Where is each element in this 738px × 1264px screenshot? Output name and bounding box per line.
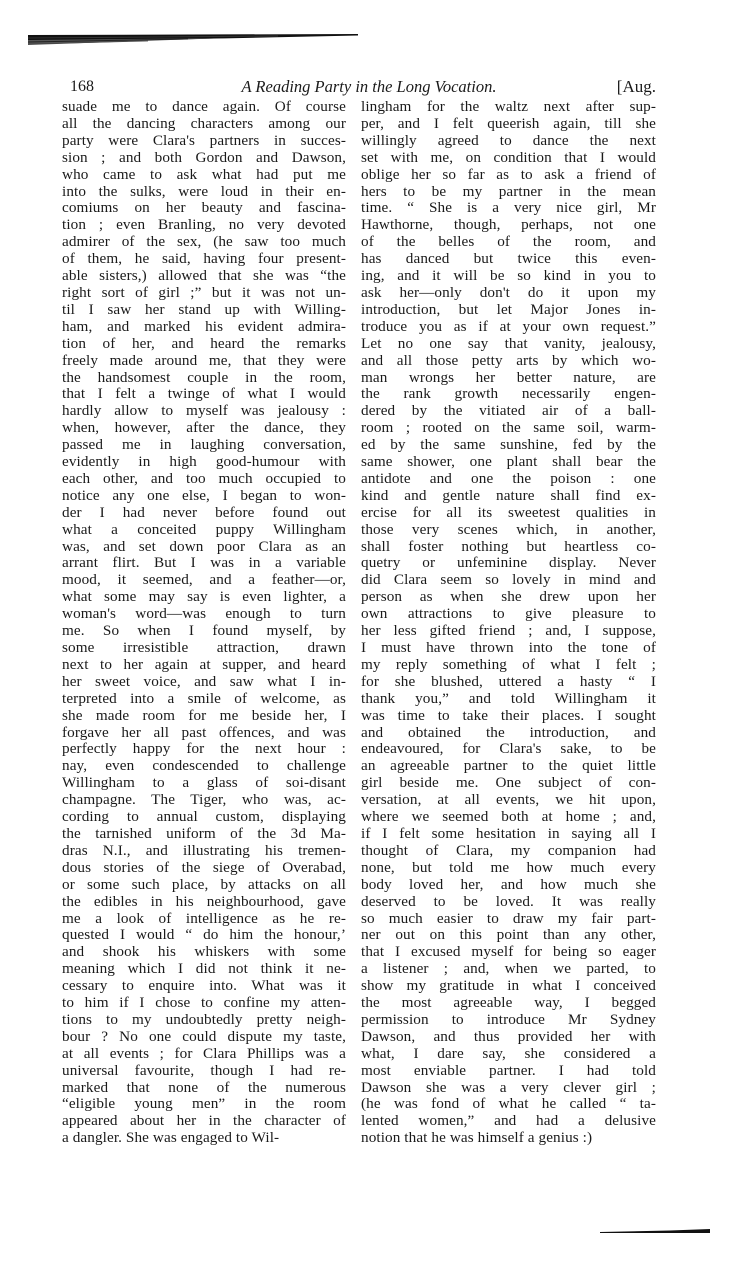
text-line: oblige her so far as to ask a friend of xyxy=(361,165,656,183)
text-line: right sort of girl ;” but it was not un- xyxy=(62,283,346,301)
running-month: [Aug. xyxy=(616,77,656,96)
text-line: “eligible young men” in the room xyxy=(62,1095,346,1113)
text-line: per, and I felt queerish again, till she xyxy=(361,114,656,132)
text-line: tions to my undoubtedly pretty neigh- xyxy=(62,1010,346,1028)
top-decorative-rule xyxy=(28,27,358,47)
text-line: mood, it seemed, and a feather—or, xyxy=(62,571,346,589)
text-line: cording to annual custom, displaying xyxy=(62,808,346,826)
text-line: perfectly happy for the next hour : xyxy=(62,740,346,758)
text-line: if I felt some hesitation in saying all I xyxy=(361,824,656,842)
text-line: introduction, but let Major Jones in- xyxy=(361,300,656,318)
text-line: her less gifted friend ; and, I suppose, xyxy=(361,622,656,640)
text-line: notice any one else, I began to won- xyxy=(62,486,346,504)
text-line: meaning which I did not think it ne- xyxy=(62,960,346,978)
text-line: that I felt a twinge of what I would xyxy=(62,385,346,403)
text-line: where we seemed both at home ; and, xyxy=(361,808,656,826)
text-line: kind and gentle nature shall find ex- xyxy=(361,486,656,504)
text-line: her sweet voice, and saw what I in- xyxy=(62,672,346,690)
text-line: and all those petty arts by which wo- xyxy=(361,351,656,369)
text-line: ercise for all its sweetest qualities in xyxy=(361,503,656,521)
text-line: notion that he was himself a genius :) xyxy=(361,1129,593,1147)
text-line: woman's word—was enough to turn xyxy=(62,605,346,623)
text-line: she made room for me beside her, I xyxy=(62,706,346,724)
text-line: endeavoured, for Clara's sake, to be xyxy=(361,740,656,758)
text-line: has danced but twice this even- xyxy=(361,250,656,268)
text-line: marked that none of the numerous xyxy=(62,1078,346,1096)
text-line: passed me in laughing conversation, xyxy=(62,436,346,454)
text-line: I must have thrown into the tone of xyxy=(361,639,656,656)
text-line: lented women,” and had a delusive xyxy=(361,1112,656,1130)
text-line: room ; rooted on the same soil, warm- xyxy=(361,419,656,437)
text-line: willingly agreed to dance the next xyxy=(361,131,656,149)
text-line: dras N.I., and illustrating his tremen- xyxy=(62,841,346,859)
text-line: own attractions to give pleasure to xyxy=(361,605,656,623)
text-line: ask her—only don't do it upon my xyxy=(361,283,656,301)
text-line: universal favourite, though I had re- xyxy=(62,1061,346,1079)
text-line: dous stories of the siege of Overabad, xyxy=(62,858,346,876)
text-line: girl beside me. One subject of con- xyxy=(361,774,656,792)
text-line: tion ; even Branling, no very devoted xyxy=(62,216,346,234)
text-line: me a look of intelligence as he re- xyxy=(62,909,346,927)
text-line: Dawson, and thus provided her with xyxy=(361,1027,656,1045)
text-line: man wrongs her better nature, are xyxy=(361,368,656,386)
text-line: shall foster nothing but heartless co- xyxy=(361,537,656,555)
text-line: ing, and it will be so kind in you to xyxy=(361,267,656,285)
text-line: tion of her, and heard the remarks xyxy=(62,334,346,352)
text-line: evidently in high good-humour with xyxy=(62,453,346,471)
text-line: ham, and marked his evident admira- xyxy=(62,317,346,335)
text-line: some irresistible attraction, drawn xyxy=(62,639,346,656)
text-line: person as when she drew upon her xyxy=(361,588,656,606)
page-number: 168 xyxy=(70,78,94,95)
text-line: freely made around me, that they were xyxy=(62,351,346,369)
text-line: appeared about her in the character of xyxy=(62,1112,346,1130)
text-line: the tarnished uniform of the 3d Ma- xyxy=(62,824,346,842)
text-line: admirer of the sex, (he saw too much xyxy=(62,233,346,251)
text-line: champagne. The Tiger, who was, ac- xyxy=(62,791,346,809)
text-line: me. So when I found myself, by xyxy=(62,622,346,640)
text-line: ner out on this point than any other, xyxy=(361,926,656,944)
text-line: comiums on her beauty and fascina- xyxy=(62,199,346,217)
text-line: the edibles in his neighbourhood, gave xyxy=(62,892,346,910)
text-line: troduce you as if at your own request.” xyxy=(361,317,656,335)
text-line: Hawthorne, though, perhaps, not one xyxy=(361,216,656,234)
text-line: next to her again at supper, and heard xyxy=(62,655,346,673)
text-line: party were Clara's partners in succes- xyxy=(62,131,346,149)
text-line: thought of Clara, my companion had xyxy=(361,841,656,859)
text-line: bour ? No one could dispute my taste, xyxy=(62,1027,346,1045)
text-line: of the belles of the room, and xyxy=(361,233,656,251)
running-title: A Reading Party in the Long Vocation. xyxy=(241,77,497,96)
text-line: into the sulks, were loud in their en- xyxy=(62,182,346,200)
text-line: suade me to dance again. Of course xyxy=(62,98,346,115)
text-line: was, and set down poor Clara as an xyxy=(62,537,346,555)
text-line: none, but told me how much every xyxy=(361,858,656,876)
text-line: most enviable partner. I had told xyxy=(361,1061,656,1079)
text-line: der I had never before found out xyxy=(62,503,346,521)
text-line: each other, and too much occupied to xyxy=(62,469,346,487)
text-line: was time to take their places. I sought xyxy=(361,706,656,724)
text-line: versation, at all events, we hit upon, xyxy=(361,791,656,809)
text-line: Let no one say that vanity, jealousy, xyxy=(361,334,656,352)
text-line: hers to be my partner in the mean xyxy=(361,182,656,200)
text-line: and shook his whiskers with some xyxy=(62,943,346,961)
text-line: sion ; and both Gordon and Dawson, xyxy=(62,148,346,166)
text-line: that I excused myself for being so eager xyxy=(361,943,656,961)
text-line: time. “ She is a very nice girl, Mr xyxy=(361,199,656,217)
text-line: thank you,” and told Willingham it xyxy=(361,689,656,707)
text-line: quested I would “ do him the honour,’ xyxy=(62,926,346,944)
text-line: a listener ; and, when we parted, to xyxy=(361,960,656,978)
text-line: antidote and one the poison : one xyxy=(361,469,656,487)
text-line: lingham for the waltz next after sup- xyxy=(361,98,656,115)
text-line: deserved to be loved. It was really xyxy=(361,892,656,910)
text-line: cessary to enquire into. What was it xyxy=(62,977,346,995)
text-line: or some such place, by attacks on all xyxy=(62,875,346,893)
text-line: hardly allow to myself was jealousy : xyxy=(62,402,346,420)
text-line: forgave her all past offences, and was xyxy=(62,723,346,741)
text-column-right xyxy=(361,99,656,1147)
running-head xyxy=(62,76,656,98)
text-line: terpreted into a smile of welcome, as xyxy=(62,689,346,707)
text-line: for she blushed, uttered a hasty “ I xyxy=(361,672,656,690)
text-line: a dangler. She was engaged to Wil- xyxy=(62,1129,280,1147)
text-line: those very scenes which, in another, xyxy=(361,520,656,538)
bottom-decorative-rule xyxy=(600,1226,712,1236)
text-line: at all events ; for Clara Phillips was a xyxy=(62,1044,346,1062)
text-line: ed by the same sunshine, fed by the xyxy=(361,436,656,454)
text-line: did Clara seem so lovely in mind and xyxy=(361,571,656,589)
text-line: til I saw her stand up with Willing- xyxy=(62,300,346,318)
text-line: quetry or unfeminine display. Never xyxy=(361,554,656,572)
text-line: who came to ask what had put me xyxy=(62,165,346,183)
text-line: of them, he said, having four present- xyxy=(62,250,346,268)
text-line: and obtained the introduction, and xyxy=(361,723,656,741)
text-line: permission to introduce Mr Sydney xyxy=(361,1010,656,1028)
text-line: dered by the vitiated air of a ball- xyxy=(361,402,656,420)
text-line: set with me, on condition that I would xyxy=(361,148,656,166)
text-line: body loved her, and how much she xyxy=(361,875,656,893)
text-line: able sisters,) allowed that she was “the xyxy=(62,267,346,285)
text-line: my reply something of what I felt ; xyxy=(361,655,656,673)
text-line: the most agreeable way, I begged xyxy=(361,994,656,1012)
text-line: what some may say is even lighter, a xyxy=(62,588,346,606)
text-line: what, I dare say, she considered a xyxy=(361,1044,656,1062)
text-line: to him if I chose to confine my atten- xyxy=(62,994,346,1012)
text-line: arrant flirt. But I was in a variable xyxy=(62,554,346,572)
text-line: Willingham to a glass of soi-disant xyxy=(62,774,346,792)
text-line: the handsomest couple in the room, xyxy=(62,368,346,386)
text-line: an agreeable partner to the quiet little xyxy=(361,757,656,775)
text-line: same shower, one plant shall bear the xyxy=(361,453,656,471)
text-line: all the dancing characters among our xyxy=(62,114,346,132)
text-line: so much easier to draw my fair part- xyxy=(361,909,656,927)
text-line: when, however, after the dance, they xyxy=(62,419,346,437)
text-line: nay, even condescended to challenge xyxy=(62,757,346,775)
text-line: show my gratitude in what I conceived xyxy=(361,977,656,995)
text-line: (he was fond of what he called “ ta- xyxy=(361,1095,656,1113)
text-column-left xyxy=(62,99,346,1147)
text-line: what a conceited puppy Willingham xyxy=(62,520,346,538)
text-line: Dawson she was a very clever girl ; xyxy=(361,1078,656,1096)
text-line: the rank growth necessarily engen- xyxy=(361,385,656,403)
